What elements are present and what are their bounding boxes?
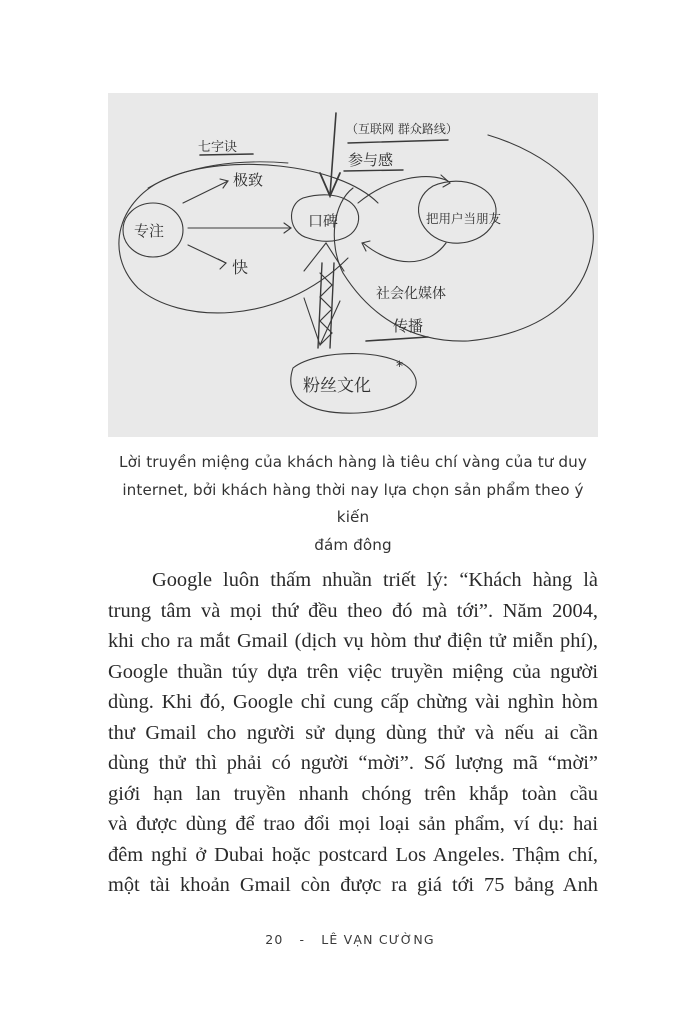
paragraph-line: dùng thử thì phải có người “mời”. Số lượng mã “mời” bbox=[108, 752, 598, 774]
asterisk-mark: * bbox=[396, 359, 403, 375]
caption-line: Lời truyền miệng của khách hàng là tiêu chí vàng của tư duy bbox=[119, 453, 587, 471]
label-internet-mass-line: （互联网 群众路线） bbox=[346, 122, 458, 136]
author-name: LÊ VẠN CƯỜNG bbox=[321, 932, 435, 947]
page-number: 20 bbox=[265, 932, 284, 947]
node-word-of-mouth: 口碑 bbox=[308, 212, 339, 230]
paragraph-line: một tài khoản Gmail còn được ra giá tới 75 bảng Anh bbox=[108, 874, 598, 896]
paragraph-line: dùng. Khi đó, Google chỉ cung cấp chừng vài nghìn hòm bbox=[108, 691, 598, 713]
page-footer bbox=[0, 932, 700, 947]
paragraph-line: giới hạn lan truyền nhanh chóng trên khắp toàn cầu bbox=[108, 782, 598, 805]
sketch-figure bbox=[108, 93, 598, 437]
paragraph-line: Google luôn thấm nhuần triết lý: “Khách hàng là bbox=[152, 569, 598, 591]
paragraph-line: và được dùng để trao đổi mọi loại sản phẩm, ví dụ: hai bbox=[108, 813, 598, 835]
caption-line: đám đông bbox=[314, 535, 392, 554]
paragraph-line: Google thuần túy dựa trên việc truyền miệng của người bbox=[108, 660, 598, 683]
hand-drawn-diagram bbox=[108, 93, 598, 437]
label-social-media: 社会化媒体 bbox=[376, 286, 446, 302]
label-seven-words: 七字诀 bbox=[198, 140, 238, 155]
label-extreme: 极致 bbox=[233, 171, 264, 189]
body-paragraph bbox=[108, 565, 598, 901]
caption-line: internet, bởi khách hàng thời nay lựa chọn sản phẩm theo ý kiến bbox=[122, 480, 584, 526]
node-fan-culture: 粉丝文化 bbox=[303, 376, 371, 396]
label-participation: 参与感 bbox=[348, 151, 394, 169]
node-users-as-friends: 把用户当朋友 bbox=[426, 211, 502, 226]
paragraph-line: thư Gmail cho người sử dụng dùng thử và nếu ai cần bbox=[108, 721, 598, 744]
paragraph-line: trung tâm và mọi thứ đều theo đó mà tới”. Năm 2004, bbox=[108, 599, 598, 622]
node-focus: 专注 bbox=[134, 222, 165, 240]
label-fast: 快 bbox=[232, 258, 249, 277]
label-spread: 传播 bbox=[393, 317, 424, 335]
paragraph-line: khi cho ra mắt Gmail (dịch vụ hòm thư điện tử miễn phí), bbox=[108, 630, 598, 652]
figure-caption bbox=[108, 449, 598, 559]
footer-separator: - bbox=[299, 932, 306, 947]
paragraph-line: đêm nghỉ ở Dubai hoặc postcard Los Angeles. Thậm chí, bbox=[108, 843, 598, 866]
